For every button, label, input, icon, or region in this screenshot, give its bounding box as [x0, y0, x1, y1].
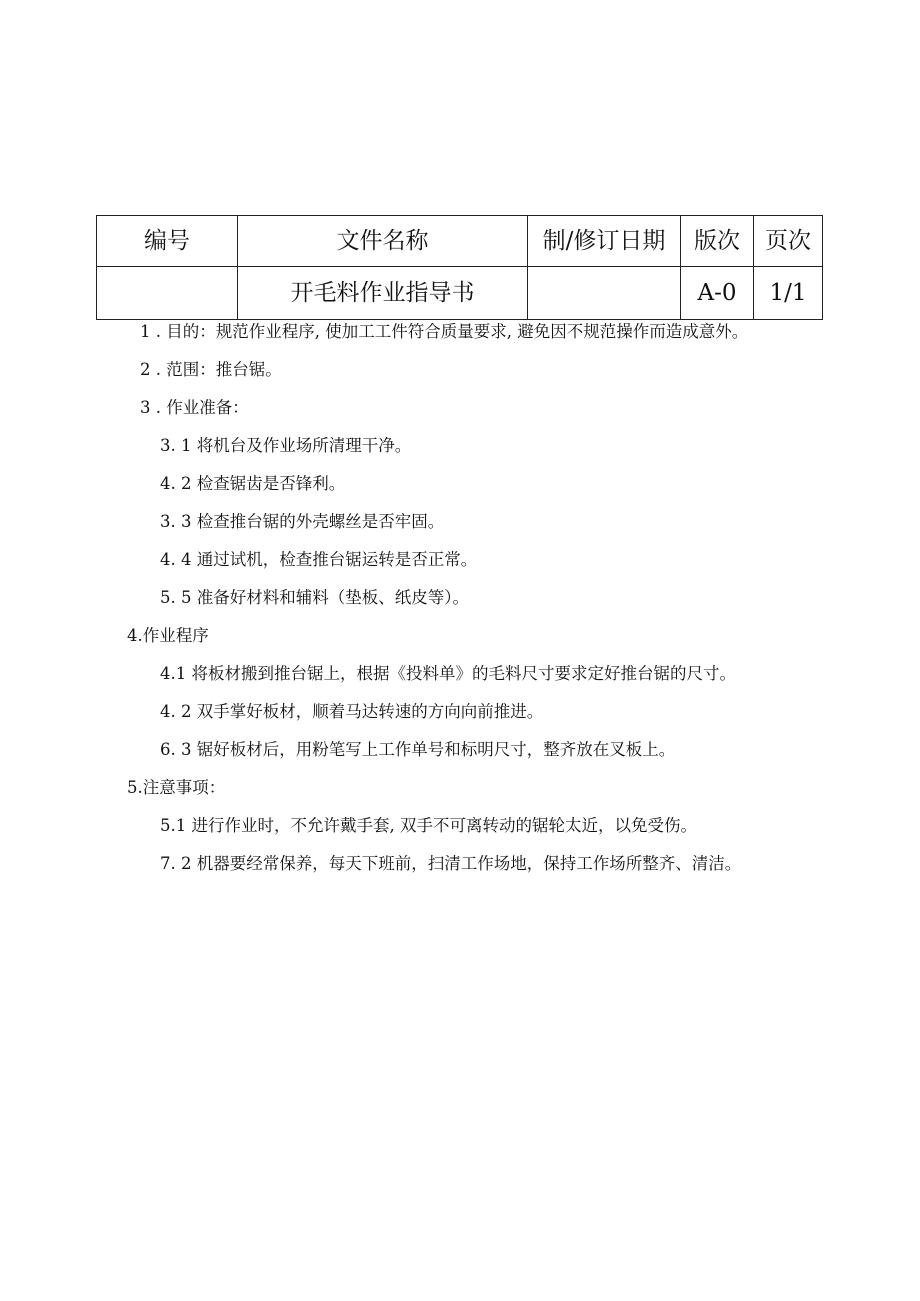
value-page: 1/1 [754, 267, 823, 320]
header-code: 编号 [97, 216, 238, 267]
preparation-item: 3. 3 检查推台锯的外壳螺丝是否牢固。 [160, 512, 445, 531]
scope-line: 2 . 范围：推台锯。 [140, 360, 282, 379]
preparation-item: 4. 2 检查锯齿是否锋利。 [160, 474, 346, 493]
value-version: A-0 [681, 267, 754, 320]
preparation-heading: 3 . 作业准备： [140, 398, 249, 417]
procedure-item: 6. 3 锯好板材后，用粉笔写上工作单号和标明尺寸，整齐放在叉板上。 [160, 740, 676, 759]
notes-item: 7. 2 机器要经常保养，每天下班前，扫清工作场地，保持工作场所整齐、清洁。 [160, 854, 742, 873]
notes-heading: 5.注意事项： [127, 778, 226, 797]
preparation-item: 3. 1 将机台及作业场所清理干净。 [160, 436, 412, 455]
value-file-name: 开毛料作业指导书 [238, 267, 528, 320]
header-version: 版次 [681, 216, 754, 267]
procedure-heading: 4.作业程序 [127, 626, 209, 645]
preparation-item: 4. 4 通过试机，检查推台锯运转是否正常。 [160, 550, 478, 569]
header-revision-date: 制/修订日期 [528, 216, 681, 267]
procedure-item: 4. 2 双手掌好板材，顺着马达转速的方向向前推进。 [160, 702, 544, 721]
purpose-line: 1 . 目的：规范作业程序, 使加工工件符合质量要求, 避免因不规范操作而造成意外。 [140, 322, 749, 341]
header-page: 页次 [754, 216, 823, 267]
preparation-item: 5. 5 准备好材料和辅料（垫板、纸皮等）。 [160, 588, 469, 607]
notes-item: 5.1 进行作业时，不允许戴手套, 双手不可离转动的锯轮太近，以免受伤。 [160, 816, 697, 835]
header-file-name: 文件名称 [238, 216, 528, 267]
procedure-item: 4.1 将板材搬到推台锯上，根据《投料单》的毛料尺寸要求定好推台锯的尺寸。 [160, 664, 736, 683]
